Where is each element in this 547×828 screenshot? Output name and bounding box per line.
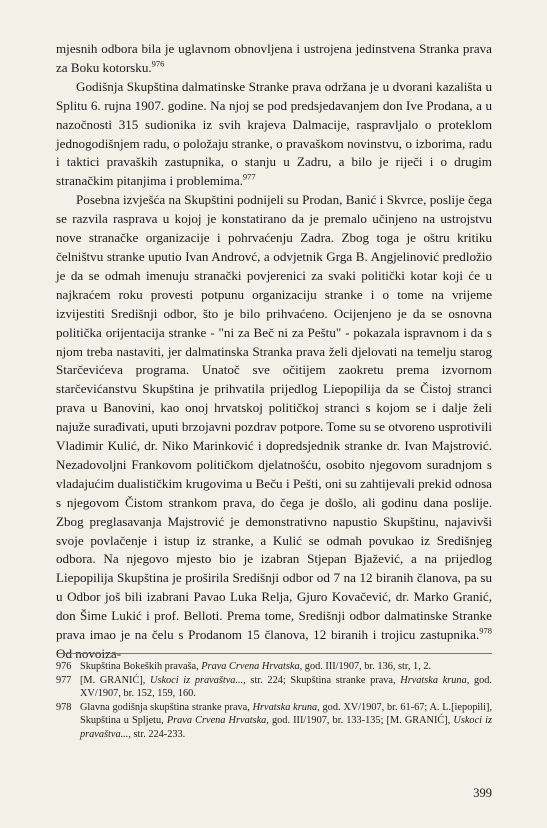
italic-title: Prava Crvena Hrvatska, [201, 661, 303, 672]
text-run: god. XV/1907, br. 61-67; A. L.[iepopili], Skupština u Spljetu, [80, 701, 493, 727]
footnote [56, 674, 492, 701]
text-run: Godišnja Skupština dalmatinske Stranke prava održana je u dvorani kazališta u Splitu 6. rujna 1907. godine. Na njoj se pod predsjedavanjem don Ive Prodana, a u nazočnosti 315 sudionika iz svih krajeva Dalmacije, raspravljalo o proteklom jednogodišnjem radu, o položaju stranke, o pravaškom novinstvu, o izborima, radu i taktici pravaških zastupnika, o stanju u Zadru, a bilo je riječi i o drugim stranačkim pitanjima i problemima. [56, 78, 492, 189]
footnote-reference: 977 [242, 171, 256, 182]
footnote-reference: 976 [151, 58, 165, 69]
body-text [56, 40, 492, 664]
italic-title: Prava Crvena Hrvatska, [166, 715, 269, 727]
footnote-divider [56, 653, 492, 654]
footnote [56, 701, 492, 742]
text-run: Glavna godišnja skupština stranke prava, [80, 701, 253, 713]
footnote-number: 976 [56, 661, 72, 672]
footnote [56, 660, 492, 674]
paragraph [56, 191, 492, 664]
text-run: str. 224; Skupština stranke prava, [245, 674, 401, 686]
italic-title: Uskoci iz pravaštva..., [150, 674, 246, 686]
italic-title: Hrvatska kruna, [400, 674, 470, 686]
text-run: Posebna izvješća na Skupštini podnijeli su Prodan, Banić i Skvrce, poslije čega se razvila rasprava u kojoj je konstatirano da je premalo učinjeno na ustrojstvu nove stranačke organizacije i pohrvaćenju Zadra. Zbog toga je oštru kritiku čelništvu stranke uputio Ivan Androvć, a odvjetnik Grga B. Angjelinović predložio je da se odmah imenuju stranački povjerenici za svaki politički kotar koji će u najkraćem roku provesti potpunu organizaciju stranke i o tome na vrijeme izvijestiti Središnji odbor, što je bilo prihvaćeno. Ocijenjeno je da se osnovna politička orijentacija stranke - "ni za Beč ni za Peštu" - pokazala ispravnom i da s njom treba nastaviti, jer dalmatinska Stranka prava želi djelovati na temelju starog Starčevićeva programa. Unatoč sve očitijem zaokretu prema izvornom starčevićanstvu Skupština je prihvatila prijedlog Liepopilija da se Čistoj stranci prava u Banovini, kao onoj hrvatskoj političkoj stranci s kojom se i dalje želi najuže surađivati, uputi brzojavni pozdrav potpore. Tome su se otvoreno usprotivili Vladimir Kulić, dr. Niko Marinković i dopredsjednik stranke dr. Ivan Majstrović. Nezadovoljni Frankovom političkom djelatnošću, osobito njegovom suradnjom s vladajućim dualističkim krugovima u Beču i Pešti, oni su zahtijevali prekid odnosa s njegovom Čistom strankom prava, do čega je došlo, ali godinu dana poslije. Zbog preglasavanja Majstrović je demonstrativno napustio Skupštinu, najavivši svoje povlačenje i istup iz stranke, a Kulić se odmah povukao iz Središnjeg odbora. Na njegovo mjesto bio je izabran Stjepan Bjažević, a na prijedlog Liepopilija Skupština je proširila Središnji odbor od 7 na 12 biranih članova, pa su u Odbor još bili izabrani Pavao Luka Relja, Gjuro Kovačević, dr. Marko Granić, don Šime Lukić i prof. Belloti. Prema tome, Središnji odbor dalmatinske Stranke prava imao je na čelu s Prodanom 15 članova, 12 biranih i trojicu zastupnika. [56, 192, 492, 643]
footnote-number: 978 [56, 701, 72, 713]
paragraph [56, 40, 492, 78]
footnote-number: 977 [56, 674, 72, 686]
text-run: Od novoiza- [56, 646, 122, 661]
footnote-text [80, 674, 492, 701]
text-run: str. 224-233. [130, 728, 186, 740]
text-run: [M. GRANIĆ], [80, 674, 151, 686]
italic-title: Uskoci iz pravaštva..., [80, 715, 492, 740]
paragraph [56, 78, 492, 191]
text-run: god. XV/1907, br. 152, 159, 160. [80, 674, 492, 700]
footnote-reference: 978 [479, 625, 492, 636]
text-run: god. III/1907, br. 133-135; [M. GRANIĆ], [268, 715, 454, 727]
footnote-text [80, 660, 492, 674]
footnotes [56, 660, 492, 742]
text-run: god. III/1907, br. 136, str, 1, 2. [302, 661, 432, 672]
page-number: 399 [473, 786, 492, 800]
footnote-text [80, 701, 492, 742]
text-run: Skupština Bokeških pravaša, [80, 661, 202, 672]
text-run: mjesnih odbora bila je uglavnom obnovljena i ustrojena jedinstvena Stranka prava za Boku kotorsku. [56, 41, 492, 75]
italic-title: Hrvatska kruna, [252, 701, 320, 713]
